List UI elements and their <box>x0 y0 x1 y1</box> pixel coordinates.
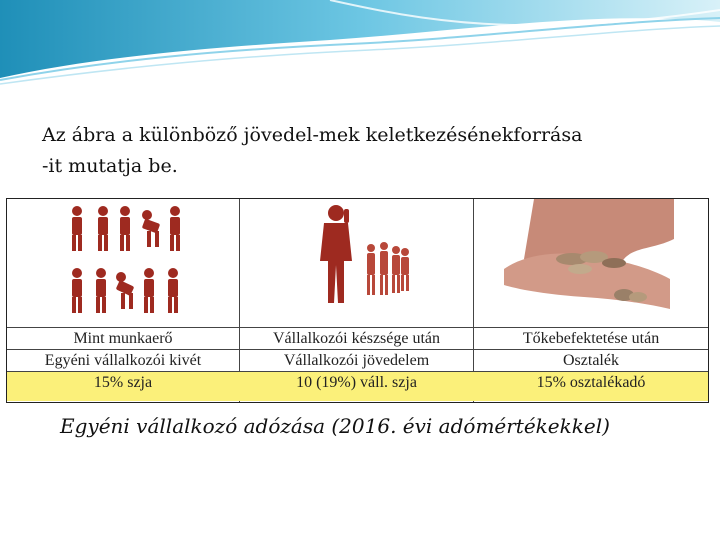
entrepreneur-illustration <box>240 199 473 327</box>
table-cell: Vállalkozói készsége után <box>272 330 441 347</box>
investment-illustration <box>474 199 708 327</box>
illustration-row <box>7 199 708 327</box>
table-cell: Osztalék <box>563 352 619 369</box>
table-cell: Mint munkaerő <box>73 330 173 347</box>
intro-line-2: -it mutatja be. <box>42 155 178 177</box>
table-row <box>7 349 708 371</box>
workers-illustration <box>7 199 239 327</box>
intro-text <box>42 120 682 182</box>
table-cell: 15% szja <box>93 374 153 391</box>
table-cell: 15% osztalékadó <box>536 374 646 391</box>
coins-hand-icon <box>474 199 708 327</box>
table-row <box>7 327 708 349</box>
header-wave-decoration <box>0 0 720 90</box>
intro-line-1: Az ábra a különböző jövedel-mek keletkezésénekforrása <box>42 124 583 146</box>
table-cell: Egyéni vállalkozói kivét <box>44 352 202 369</box>
business-people-icon <box>240 199 473 327</box>
table-row-tax-rates <box>7 371 708 401</box>
table-cell: Vállalkozói jövedelem <box>283 352 430 369</box>
table-cell: Tőkebefektetése után <box>522 330 660 347</box>
table-cell: 10 (19%) váll. szja <box>296 374 417 391</box>
income-sources-figure <box>6 198 709 403</box>
figure-caption: Egyéni vállalkozó adózása (2016. évi adómértékekkel) <box>60 414 610 438</box>
workers-icon <box>7 199 239 327</box>
